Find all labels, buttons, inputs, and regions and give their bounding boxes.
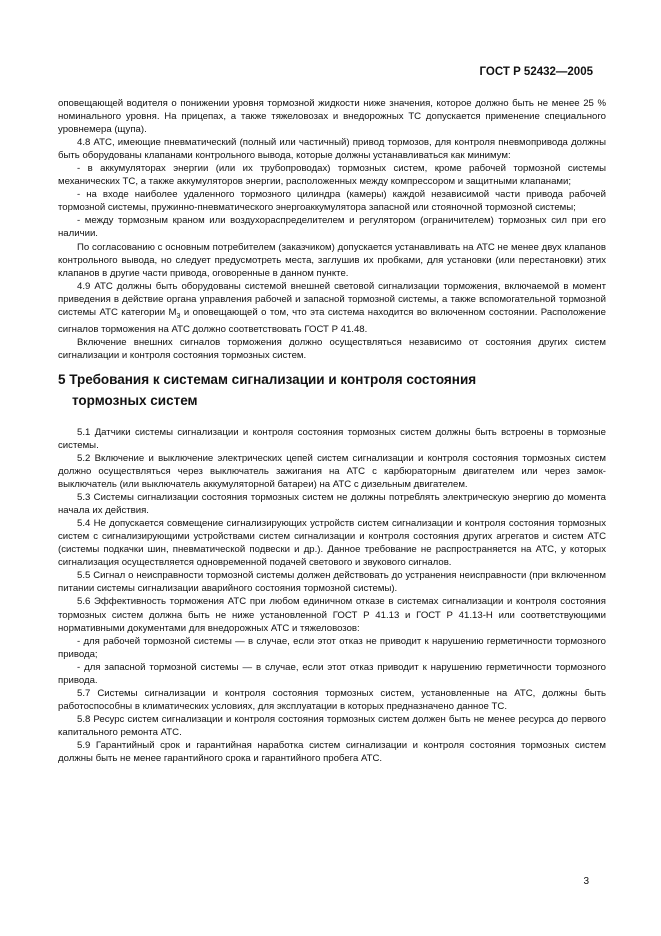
clause-5-5: 5.5 Сигнал о неисправности тормозной системы должен действовать до устранения неисправности (при включенном питании системы сигнализации аварийного состояния тормозной системы). <box>58 570 606 595</box>
list-item: - в аккумуляторах энергии (или их трубопроводах) тормозных систем, кроме рабочей тормозной системы механических ТС, а также аккумуляторов энергии, расположенных между компрессором и защитными клапанами; <box>58 163 606 188</box>
clause-4-9-text-b: и оповещающей о том, что эта система находится во включенном состоянии. Расположение сигналов торможения на АТС должно соответствовать ГОСТ Р 41.48. <box>58 306 606 335</box>
clause-4-9 <box>58 280 606 336</box>
paragraph: Включение внешних сигналов торможения должно осуществляться независимо от состояния других систем сигнализации и контроля состояния тормозных систем. <box>58 336 606 361</box>
section-heading-line-2: тормозных систем <box>72 392 198 408</box>
clause-5-7: 5.7 Системы сигнализации и контроля состояния тормозных систем, установленные на АТС, должны быть работоспособны в климатических условиях, для эксплуатации в которых предназначено данное ТС. <box>58 687 606 712</box>
clause-5-3: 5.3 Системы сигнализации состояния тормозных систем не должны потреблять электрическую энергию до момента начала их действия. <box>58 492 606 517</box>
clause-4-8: 4.8 АТС, имеющие пневматический (полный или частичный) привод тормозов, для контроля пневмопривода должны быть оборудованы клапанами контрольного вывода, которые должны устанавливаться как минимум: <box>58 137 606 162</box>
clause-5-2: 5.2 Включение и выключение электрических цепей систем сигнализации и контроля состояния тормозных систем должно осуществляться через выключатель зажигания на АТС с карбюраторным двигателем или через замок-выключатель (или выключатель аккумуляторной батареи) на АТС с дизельным двигателем. <box>58 452 606 491</box>
clause-4-9-text-a: 4.9 АТС должны быть оборудованы системой внешней световой сигнализации торможения, включаемой в момент приведения в действие органа управления рабочей и запасной тормозной системы, а также вспомогательной тормозной системы АТС категории М <box>58 280 606 318</box>
list-item: - для рабочей тормозной системы — в случае, если этот отказ не приводит к нарушению герметичности тормозного привода; <box>58 635 606 660</box>
clause-5-8: 5.8 Ресурс систем сигнализации и контроля состояния тормозных систем должен быть не менее ресурса до первого капитального ремонта АТС. <box>58 713 606 738</box>
paragraph: По согласованию с основным потребителем (заказчиком) допускается устанавливать на АТС не менее двух клапанов контрольного вывода, но следует предусмотреть места, заглушив их пробками, для установки (или перестановки) этих клапанов в другие части привода, оговоренные в данном пункте. <box>58 241 606 279</box>
list-item: - для запасной тормозной системы — в случае, если этот отказ приводит к нарушению герметичности тормозного привода. <box>58 661 606 686</box>
clause-5-6: 5.6 Эффективность торможения АТС при любом единичном отказе в системах сигнализации и контроля состояния тормозных систем должна быть не ниже установленной ГОСТ Р 41.13 и ГОСТ Р 41.13-Н или соответствующими нормативными документами для внедорожных АТС и тяжеловозов: <box>58 596 606 634</box>
section-heading <box>58 369 606 411</box>
list-item: - на входе наиболее удаленного тормозного цилиндра (камеры) каждой независимой части привода рабочей тормозной системы, пружинно-пневматического энергоаккумулятора запасной или стояночной тормозной системы; <box>58 189 606 214</box>
standard-header: ГОСТ Р 52432—2005 <box>479 66 593 78</box>
paragraph: оповещающей водителя о понижении уровня тормозной жидкости ниже значения, которое должно быть не менее 25 % номинального уровня. На прицепах, а также тяжеловозах и внедорожных ТС допускается применение специального уровнемера (щупа). <box>58 98 606 136</box>
subscript: 3 <box>176 312 181 320</box>
clause-5-9: 5.9 Гарантийный срок и гарантийная наработка систем сигнализации и контроля состояния тормозных систем должны быть не менее гарантийного срока и гарантийного пробега АТС. <box>58 739 606 765</box>
document-body <box>58 97 606 765</box>
clause-5-1: 5.1 Датчики системы сигнализации и контроля состояния тормозных систем должны быть встроены в тормозные системы. <box>58 426 606 451</box>
section-heading-line-1: 5 Требования к системам сигнализации и контроля состояния <box>58 371 477 387</box>
clause-5-4: 5.4 Не допускается совмещение сигнализирующих устройств систем сигнализации и контроля состояния тормозных систем с сигнализирующими устройствами систем сигнализации и контроля состояния других агрегатов и систем АТС (системы подкачки шин, пневматической подвески и др.). Данное требование не распространяется на АТС, у которых сигнализация осуществляется одновременной подачей светового и звукового сигналов. <box>58 518 606 569</box>
page-number: 3 <box>583 876 589 887</box>
list-item: - между тормозным краном или воздухораспределителем и регулятором (ограничителем) тормозных сил при его наличии. <box>58 215 606 240</box>
